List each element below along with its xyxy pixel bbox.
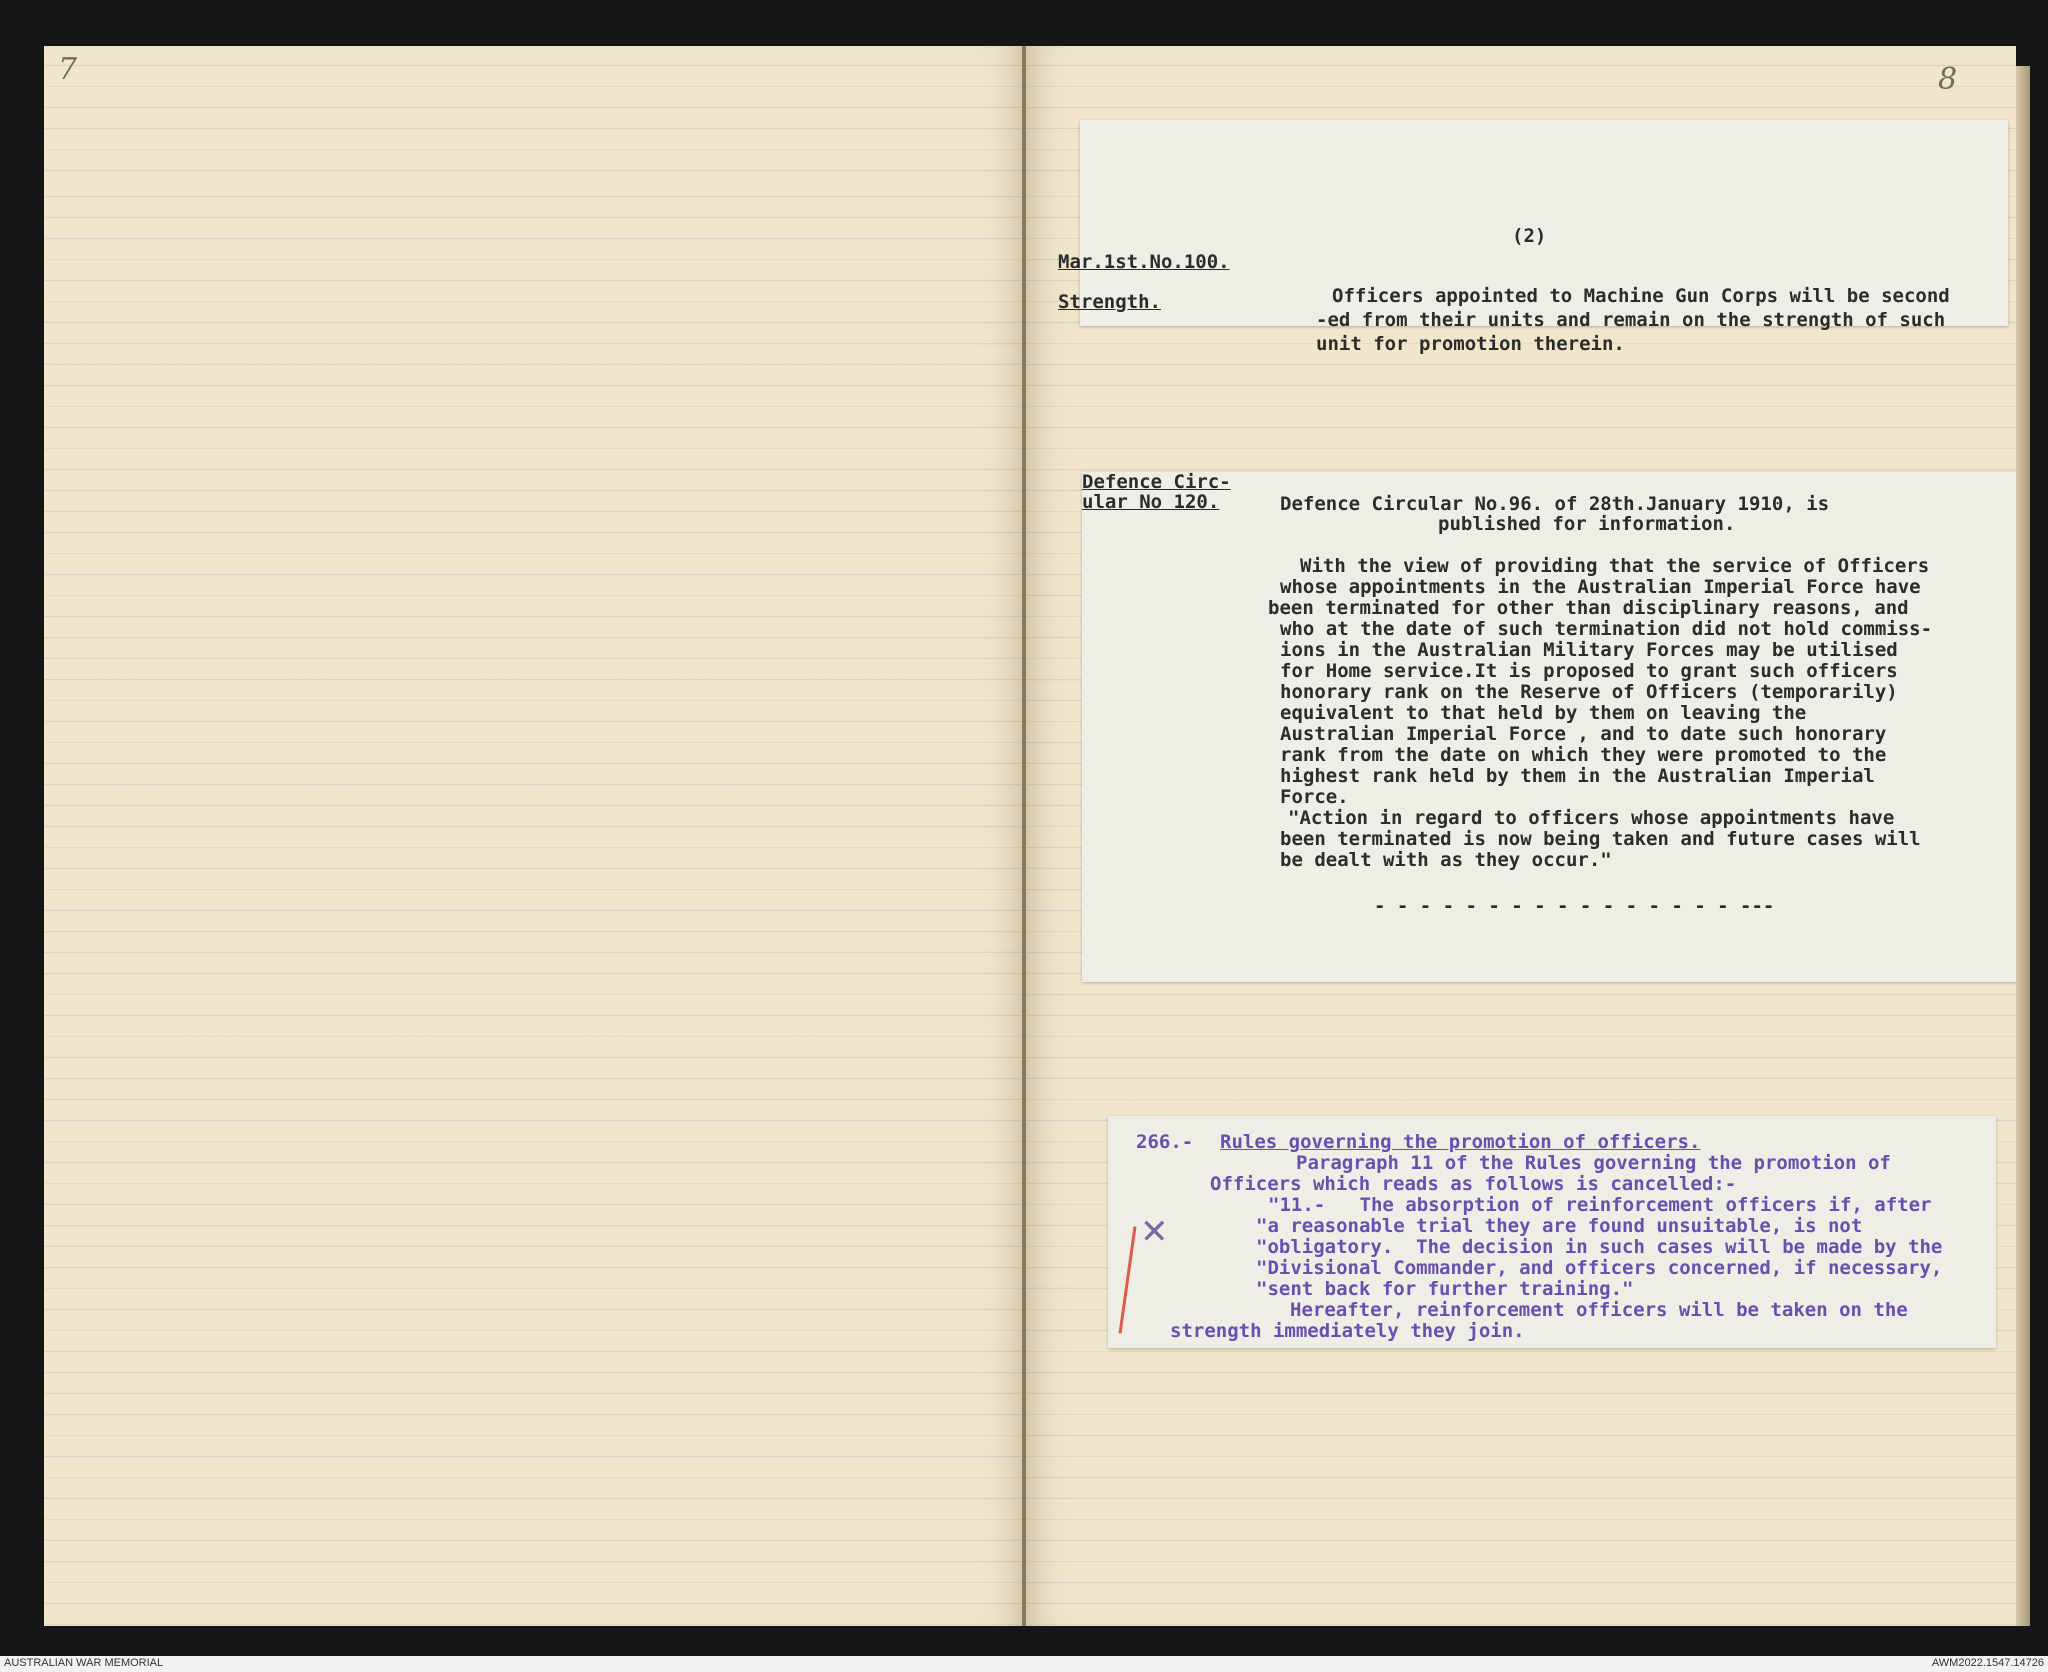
footer-bar (0, 1656, 2048, 1672)
body-line: Officers appointed to Machine Gun Corps will be second (1332, 285, 1950, 307)
body-line: equivalent to that held by them on leaving the (1280, 702, 1807, 724)
body-line: Australian Imperial Force , and to date such honorary (1280, 723, 1887, 745)
body-line: Hereafter, reinforcement officers will be taken on the (1290, 1299, 1908, 1321)
right-page-number: 8 (1938, 62, 1958, 97)
body-line: who at the date of such termination did not hold commiss- (1280, 618, 1933, 640)
page-edges (2016, 66, 2030, 1626)
body-line: "Action in regard to officers whose appointments have (1288, 807, 1895, 829)
circular-title-line: Defence Circular No.96. of 28th.January 1910, is (1280, 493, 1830, 515)
circular-reference-line: Defence Circ- (1082, 471, 1231, 493)
body-line: rank from the date on which they were promoted to the (1280, 744, 1887, 766)
body-line: "sent back for further training." (1256, 1278, 1634, 1300)
body-line: ions in the Australian Military Forces may be utilised (1280, 639, 1898, 661)
left-page-number: 7 (58, 52, 78, 87)
rule-title: Rules governing the promotion of officers. (1220, 1131, 1701, 1153)
body-line: "a reasonable trial they are found unsuitable, is not (1256, 1215, 1863, 1237)
body-line: been terminated for other than disciplinary reasons, and (1268, 597, 1909, 619)
circular-title-line: published for information. (1438, 513, 1736, 535)
body-line: Paragraph 11 of the Rules governing the promotion of (1296, 1152, 1891, 1174)
body-line: "Divisional Commander, and officers concerned, if necessary, (1256, 1257, 1943, 1279)
section-reference: Mar.1st.No.100. (1058, 251, 1230, 273)
footer-left-credit: AUSTRALIAN WAR MEMORIAL (4, 1657, 164, 1669)
section-heading: Strength. (1058, 291, 1161, 313)
rule-number: 266.- (1136, 1131, 1194, 1153)
circular-reference-line: ular No 120. (1082, 491, 1220, 513)
body-line: unit for promotion therein. (1316, 333, 1625, 355)
body-line: Officers which reads as follows is cancelled:- (1210, 1173, 1737, 1195)
open-book (44, 46, 2016, 1626)
clipping-page-label: (2) (1512, 225, 1547, 247)
body-line: Force. (1280, 786, 1349, 808)
body-line: "obligatory. The decision in such cases will be made by the (1256, 1236, 1943, 1258)
red-margin-line-icon (1118, 1226, 1136, 1333)
footer-right-id: AWM2022.1547.14726 (1931, 1657, 2044, 1669)
clipping-promotion-rules (1108, 1116, 1996, 1348)
body-line: for Home service.It is proposed to grant such officers (1280, 660, 1898, 682)
body-line: highest rank held by them in the Australian Imperial (1280, 765, 1875, 787)
body-line: honorary rank on the Reserve of Officers (temporarily) (1280, 681, 1898, 703)
right-page (1026, 46, 2016, 1626)
clipping-defence-circular (1082, 472, 2026, 982)
body-line: been terminated is now being taken and future cases will (1280, 828, 1921, 850)
body-line: With the view of providing that the service of Officers (1300, 555, 1930, 577)
body-line: -ed from their units and remain on the strength of such (1316, 309, 1946, 331)
body-line: strength immediately they join. (1170, 1320, 1525, 1342)
body-line: be dealt with as they occur." (1280, 849, 1612, 871)
body-line: whose appointments in the Australian Imperial Force have (1280, 576, 1921, 598)
clipping-strength (1058, 120, 2008, 355)
left-page (44, 46, 1024, 1626)
check-x-icon: ✕ (1140, 1212, 1169, 1252)
body-line: "11.- The absorption of reinforcement officers if, after (1268, 1194, 1932, 1216)
divider: - - - - - - - - - - - - - - - - --- (1374, 895, 1775, 917)
